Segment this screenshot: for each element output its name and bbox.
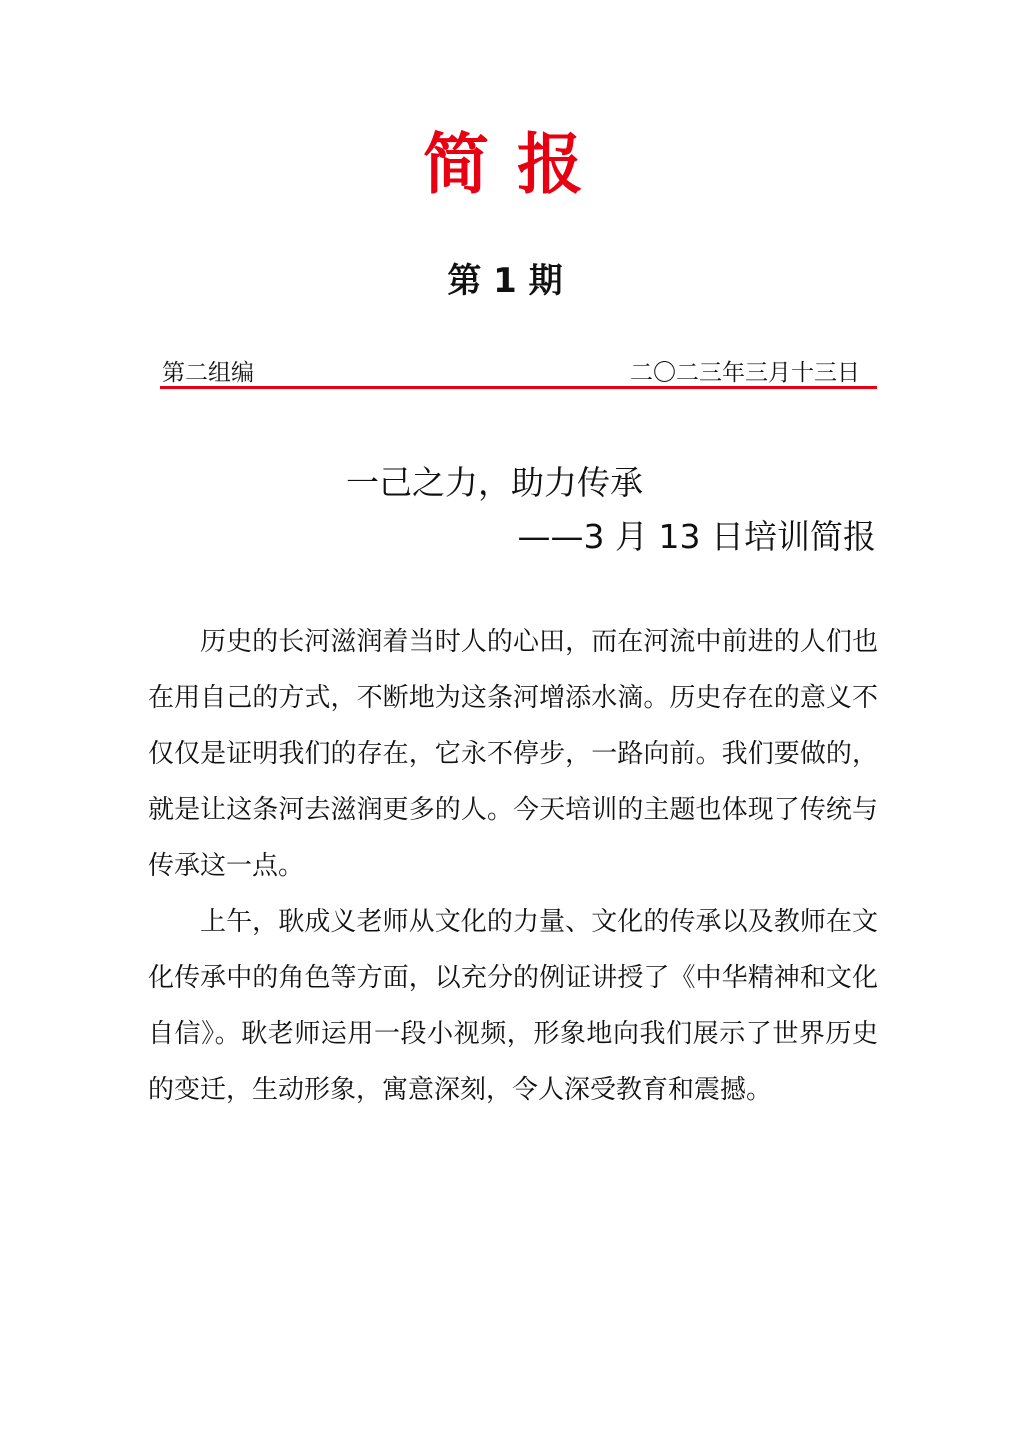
issue-number: 第 1 期 [447, 261, 563, 301]
editor-label: 第二组编 [162, 360, 254, 386]
article-title: 一己之力，助力传承 [346, 463, 643, 502]
paragraph: 上午，耿成义老师从文化的力量、文化的传承以及教师在文化传承中的角色等方面，以充分的例证讲授了《中华精神和文化自信》。耿老师运用一段小视频，形象地向我们展示了世界历史的变迁，生动形象，寓意深刻，令人深受教育和震撼。 [148, 907, 878, 1105]
article-body [148, 614, 878, 1118]
header-divider [160, 386, 877, 389]
paragraph: 历史的长河滋润着当时人的心田，而在河流中前进的人们也在用自己的方式，不断地为这条河增添水滴。历史存在的意义不仅仅是证明我们的存在，它永不停步，一路向前。我们要做的，就是让这条河去滋润更多的人。今天培训的主题也体现了传统与传承这一点。 [148, 627, 878, 881]
issue-date: 二〇二三年三月十三日 [630, 360, 860, 386]
meta-row [162, 356, 876, 390]
masthead-title: 简报 [423, 126, 611, 203]
article-subtitle: ——3 月 13 日培训简报 [517, 517, 876, 556]
